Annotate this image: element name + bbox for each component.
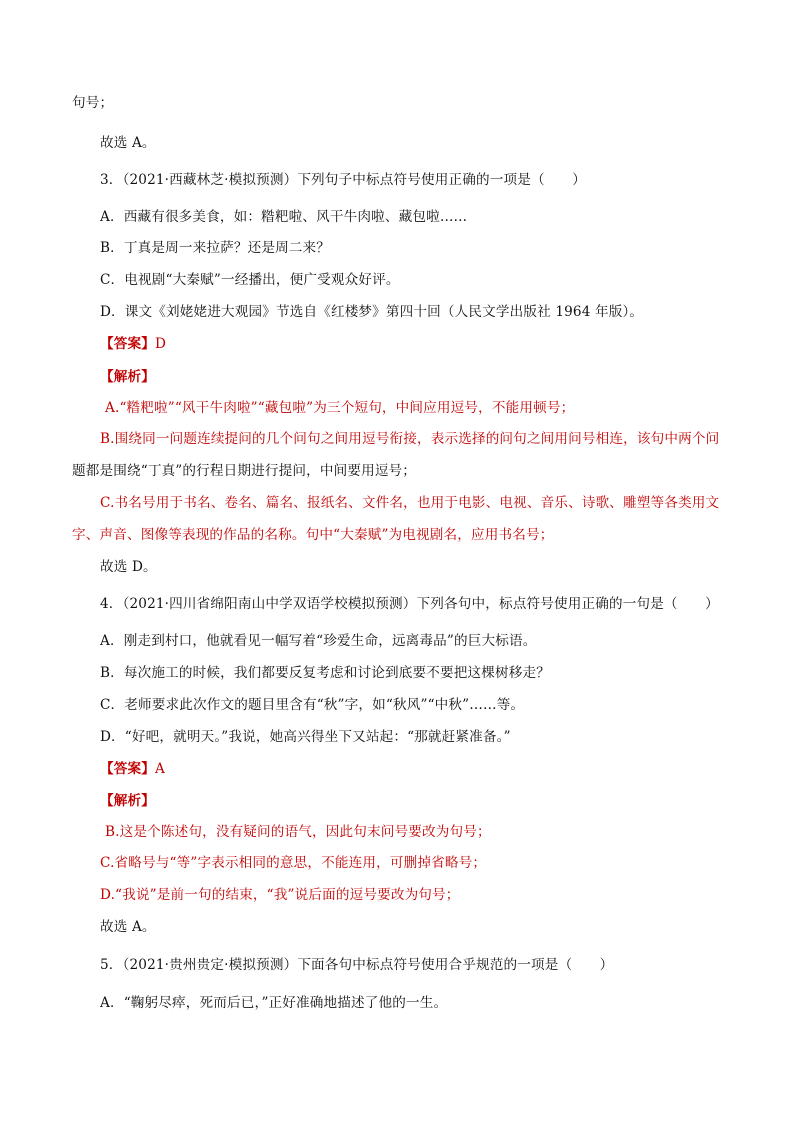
analysis-heading — [100, 367, 155, 387]
analysis-label: 【解析】 — [100, 369, 155, 385]
text-line: 句号； — [72, 95, 114, 111]
analysis-line: A.“糌粑啦”“风干牛肉啦”“藏包啦”为三个短句，中间应用逗号，不能用顿号； — [105, 400, 575, 416]
text-line: B．丁真是周一来拉萨？还是周二来？ — [100, 240, 331, 256]
text-line: B．每次施工的时候，我们都要反复考虑和讨论到底要不要把这棵树移走？ — [100, 665, 550, 681]
text-line: 故选 D。 — [100, 559, 157, 575]
analysis-line: B.这是个陈述句，没有疑问的语气，因此句末问号要改为句号； — [105, 824, 491, 840]
text-line: A．刚走到村口，他就看见一幅写着“珍爱生命，远离毒品”的巨大标语。 — [100, 633, 537, 649]
text-line: A．“鞠躬尽瘁，死而后已，”正好准确地描述了他的一生。 — [100, 995, 448, 1011]
text-line: 故选 A。 — [100, 135, 156, 151]
answer-line — [100, 334, 166, 354]
text-line: C．老师要求此次作文的题目里含有“秋”字，如“秋风”“中秋”……等。 — [100, 697, 525, 713]
answer-value: D — [154, 336, 167, 352]
answer-label: 【答案】 — [100, 761, 155, 777]
answer-label: 【答案】 — [100, 336, 155, 352]
text-line: D．课文《刘姥姥进大观园》节选自《红楼梦》第四十回（人民文学出版社 1964 年版）。 — [100, 304, 644, 320]
text-line: 故选 A。 — [100, 919, 156, 935]
text-line: 4．（2021·四川省绵阳南山中学双语学校模拟预测）下列各句中，标点符号使用正确的一句是（ ） — [100, 596, 719, 612]
text-line: A．西藏有很多美食，如：糌粑啦、风干牛肉啦、藏包啦…… — [100, 209, 468, 225]
answer-line — [100, 759, 165, 779]
answer-value: A — [154, 761, 165, 777]
text-line: 3．（2021·西藏林芝·模拟预测）下列句子中标点符号使用正确的一项是（ ） — [100, 172, 586, 188]
text-line: 5．（2021·贵州贵定·模拟预测）下面各句中标点符号使用合乎规范的一项是（ ） — [100, 957, 614, 973]
analysis-line: 字、声音、图像等表现的作品的名称。句中“大秦赋”为电视剧名，应用书名号； — [72, 527, 554, 543]
analysis-label: 【解析】 — [100, 793, 155, 809]
analysis-line: D.“我说”是前一句的结束，“我”说后面的逗号要改为句号； — [100, 887, 460, 903]
analysis-heading — [100, 791, 155, 811]
text-line: D．“好吧，就明天。”我说，她高兴得坐下又站起：“那就赶紧准备。” — [100, 729, 511, 745]
analysis-line: B.围绕同一问题连续提问的几个问句之间用逗号衔接，表示选择的问句之间用问号相连，该句中两个问 — [100, 431, 720, 447]
analysis-line: C.省略号与“等”字表示相同的意思，不能连用，可删掉省略号； — [100, 855, 487, 871]
analysis-line: C.书名号用于书名、卷名、篇名、报纸名、文件名，也用于电影、电视、音乐、诗歌、雕塑等各类用文 — [100, 495, 720, 511]
text-line: 题都是围绕“丁真”的行程日期进行提问，中间要用逗号； — [72, 463, 417, 479]
text-line: C．电视剧“大秦赋”一经播出，便广受观众好评。 — [100, 272, 400, 288]
